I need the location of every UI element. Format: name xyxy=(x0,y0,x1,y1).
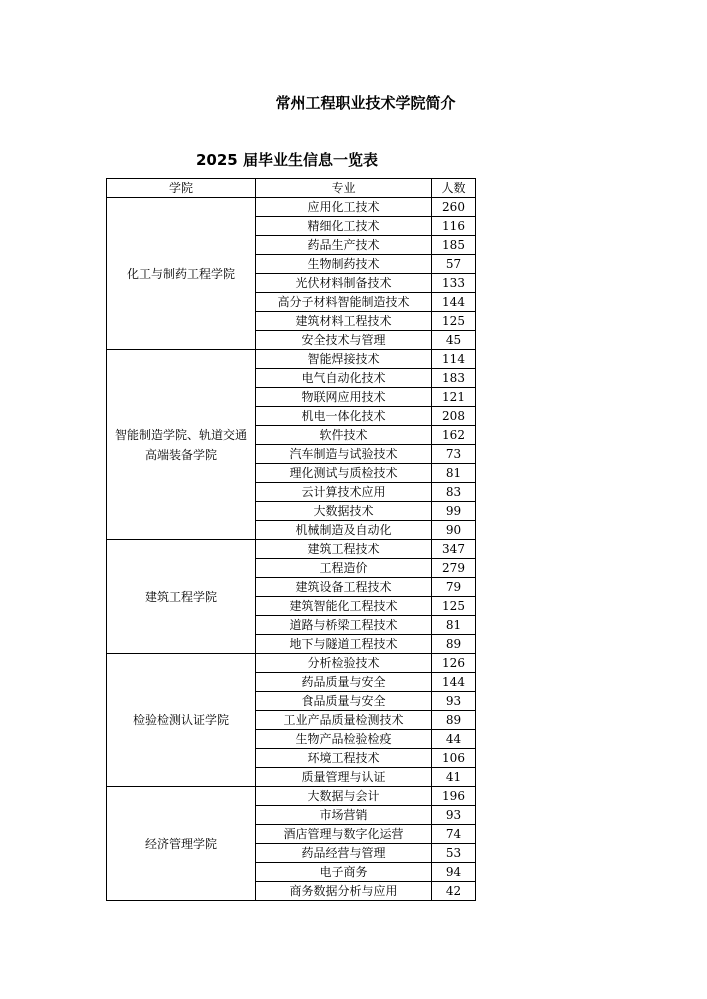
major-cell: 建筑设备工程技术 xyxy=(256,578,432,597)
count-cell: 121 xyxy=(432,388,476,407)
major-cell: 道路与桥梁工程技术 xyxy=(256,616,432,635)
graduate-table xyxy=(106,178,476,901)
table-row xyxy=(107,198,476,217)
major-cell: 建筑材料工程技术 xyxy=(256,312,432,331)
count-cell: 260 xyxy=(432,198,476,217)
college-cell: 智能制造学院、轨道交通高端装备学院 xyxy=(107,350,256,540)
major-cell: 大数据与会计 xyxy=(256,787,432,806)
major-cell: 酒店管理与数字化运营 xyxy=(256,825,432,844)
count-cell: 116 xyxy=(432,217,476,236)
count-cell: 89 xyxy=(432,711,476,730)
major-cell: 药品质量与安全 xyxy=(256,673,432,692)
major-cell: 安全技术与管理 xyxy=(256,331,432,350)
page-title: 常州工程职业技术学院简介 xyxy=(275,94,456,112)
major-cell: 食品质量与安全 xyxy=(256,692,432,711)
header-major: 专业 xyxy=(256,179,432,198)
major-cell: 地下与隧道工程技术 xyxy=(256,635,432,654)
major-cell: 光伏材料制备技术 xyxy=(256,274,432,293)
major-cell: 大数据技术 xyxy=(256,502,432,521)
count-cell: 94 xyxy=(432,863,476,882)
count-cell: 347 xyxy=(432,540,476,559)
count-cell: 93 xyxy=(432,806,476,825)
count-cell: 89 xyxy=(432,635,476,654)
count-cell: 99 xyxy=(432,502,476,521)
major-cell: 分析检验技术 xyxy=(256,654,432,673)
count-cell: 183 xyxy=(432,369,476,388)
major-cell: 环境工程技术 xyxy=(256,749,432,768)
count-cell: 208 xyxy=(432,407,476,426)
major-cell: 建筑智能化工程技术 xyxy=(256,597,432,616)
table-row xyxy=(107,350,476,369)
count-cell: 114 xyxy=(432,350,476,369)
count-cell: 44 xyxy=(432,730,476,749)
header-count: 人数 xyxy=(432,179,476,198)
count-cell: 185 xyxy=(432,236,476,255)
count-cell: 93 xyxy=(432,692,476,711)
count-cell: 83 xyxy=(432,483,476,502)
count-cell: 126 xyxy=(432,654,476,673)
count-cell: 106 xyxy=(432,749,476,768)
count-cell: 73 xyxy=(432,445,476,464)
count-cell: 144 xyxy=(432,293,476,312)
major-cell: 精细化工技术 xyxy=(256,217,432,236)
major-cell: 机械制造及自动化 xyxy=(256,521,432,540)
table-header-row xyxy=(107,179,476,198)
major-cell: 机电一体化技术 xyxy=(256,407,432,426)
major-cell: 软件技术 xyxy=(256,426,432,445)
major-cell: 质量管理与认证 xyxy=(256,768,432,787)
major-cell: 生物产品检验检疫 xyxy=(256,730,432,749)
college-cell: 检验检测认证学院 xyxy=(107,654,256,787)
major-cell: 工程造价 xyxy=(256,559,432,578)
table-row xyxy=(107,540,476,559)
count-cell: 279 xyxy=(432,559,476,578)
count-cell: 57 xyxy=(432,255,476,274)
major-cell: 智能焊接技术 xyxy=(256,350,432,369)
count-cell: 45 xyxy=(432,331,476,350)
major-cell: 药品经营与管理 xyxy=(256,844,432,863)
major-cell: 工业产品质量检测技术 xyxy=(256,711,432,730)
count-cell: 196 xyxy=(432,787,476,806)
count-cell: 125 xyxy=(432,597,476,616)
major-cell: 高分子材料智能制造技术 xyxy=(256,293,432,312)
major-cell: 市场营销 xyxy=(256,806,432,825)
college-cell: 建筑工程学院 xyxy=(107,540,256,654)
table-row xyxy=(107,654,476,673)
count-cell: 133 xyxy=(432,274,476,293)
table-row xyxy=(107,787,476,806)
major-cell: 药品生产技术 xyxy=(256,236,432,255)
major-cell: 生物制药技术 xyxy=(256,255,432,274)
count-cell: 41 xyxy=(432,768,476,787)
count-cell: 162 xyxy=(432,426,476,445)
count-cell: 81 xyxy=(432,616,476,635)
count-cell: 53 xyxy=(432,844,476,863)
college-cell: 化工与制药工程学院 xyxy=(107,198,256,350)
major-cell: 物联网应用技术 xyxy=(256,388,432,407)
table-title: 2025 届毕业生信息一览表 xyxy=(196,151,378,169)
major-cell: 电气自动化技术 xyxy=(256,369,432,388)
major-cell: 汽车制造与试验技术 xyxy=(256,445,432,464)
count-cell: 74 xyxy=(432,825,476,844)
major-cell: 建筑工程技术 xyxy=(256,540,432,559)
major-cell: 商务数据分析与应用 xyxy=(256,882,432,901)
count-cell: 81 xyxy=(432,464,476,483)
major-cell: 理化测试与质检技术 xyxy=(256,464,432,483)
count-cell: 79 xyxy=(432,578,476,597)
table-body xyxy=(107,198,476,901)
college-cell: 经济管理学院 xyxy=(107,787,256,901)
major-cell: 应用化工技术 xyxy=(256,198,432,217)
count-cell: 144 xyxy=(432,673,476,692)
major-cell: 云计算技术应用 xyxy=(256,483,432,502)
header-college: 学院 xyxy=(107,179,256,198)
major-cell: 电子商务 xyxy=(256,863,432,882)
count-cell: 125 xyxy=(432,312,476,331)
count-cell: 42 xyxy=(432,882,476,901)
count-cell: 90 xyxy=(432,521,476,540)
